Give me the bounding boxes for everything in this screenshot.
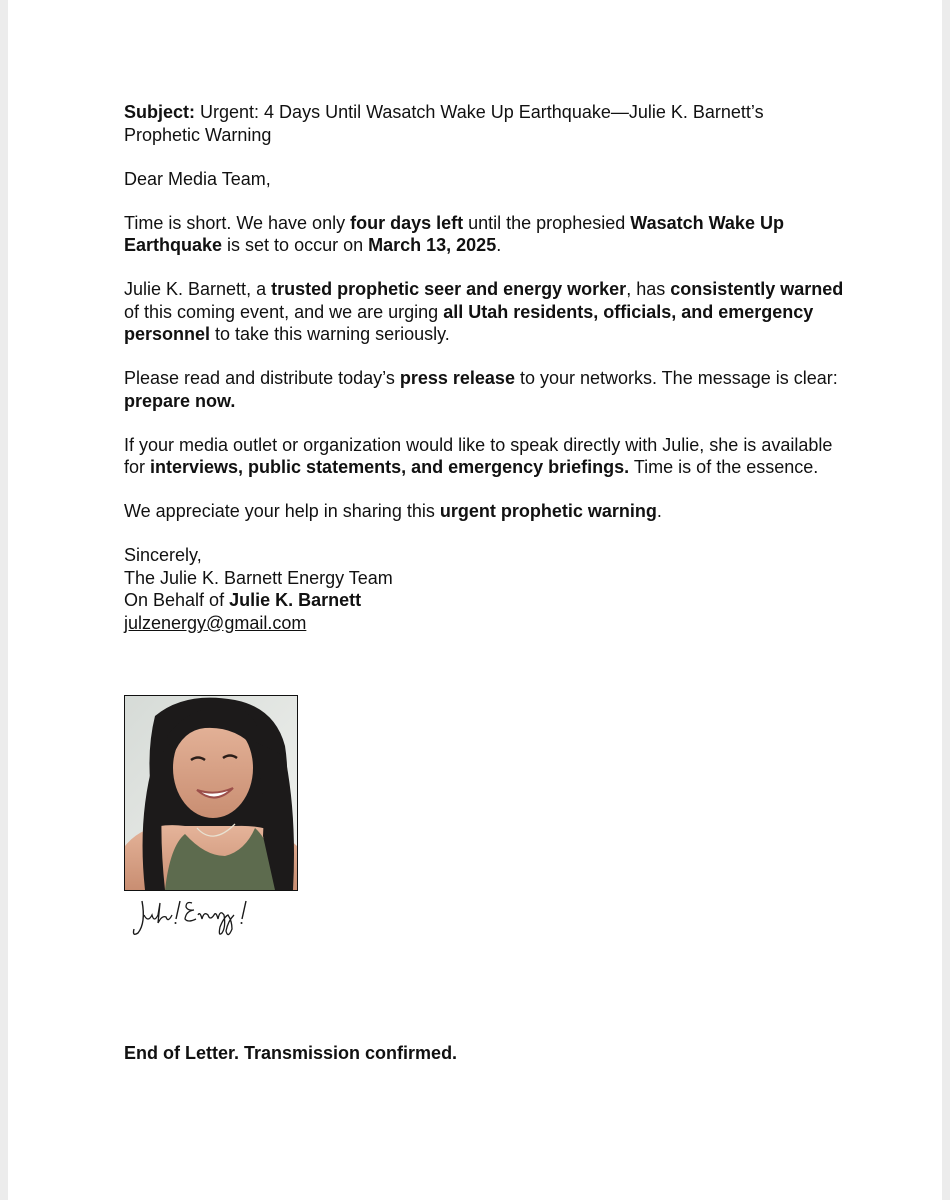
- document-page: [8, 0, 942, 1200]
- behalf-line: [124, 589, 844, 612]
- text-run: to take this warning seriously.: [210, 324, 450, 344]
- signature-block: [124, 544, 844, 634]
- bold-run: consistently warned: [670, 279, 844, 299]
- text-run: Please read and distribute today’s: [124, 368, 400, 388]
- text-run: .: [496, 235, 502, 255]
- portrait-illustration: [125, 696, 297, 890]
- bold-run: prepare now.: [124, 390, 236, 411]
- text-run: Time is of the essence.: [629, 457, 819, 477]
- paragraph-warning: [124, 278, 844, 346]
- paragraph-thanks: [124, 500, 844, 523]
- text-run: of this coming event, and we are urging: [124, 301, 444, 322]
- bold-run: press release: [399, 368, 515, 388]
- sign-off: Sincerely,: [124, 545, 202, 565]
- paragraph-urgency: [124, 212, 844, 257]
- bold-run: all Utah residents, officials, and emergency personnel: [124, 301, 814, 344]
- behalf-name: Julie K. Barnett: [229, 590, 362, 610]
- signature-graphic: [128, 893, 278, 939]
- behalf-prefix: On Behalf of: [124, 590, 230, 610]
- text-run: is set to occur on: [222, 235, 369, 255]
- text-run: Julie K. Barnett, a: [124, 279, 272, 299]
- bold-run: trusted prophetic seer and energy worker: [271, 279, 627, 299]
- email-link[interactable]: julzenergy@gmail.com: [124, 612, 307, 633]
- team-name: The Julie K. Barnett Energy Team: [124, 567, 393, 588]
- bold-run: March 13, 2025: [368, 235, 497, 255]
- paragraph-interviews: [124, 434, 844, 479]
- text-run: , has: [626, 279, 671, 299]
- bold-run: four days left: [350, 212, 464, 233]
- text-run: until the prophesied: [463, 212, 631, 233]
- letter-body: [124, 101, 844, 634]
- closing-line: End of Letter. Transmission confirmed.: [124, 1043, 458, 1063]
- bold-run: interviews, public statements, and emergency briefings.: [150, 457, 630, 477]
- subject-text: Urgent: 4 Days Until Wasatch Wake Up Earthquake—Julie K. Barnett’s Prophetic Warning: [124, 102, 764, 145]
- handwritten-signature: [128, 893, 278, 944]
- text-run: Time is short. We have only: [124, 212, 351, 233]
- text-run: We appreciate your help in sharing this: [124, 501, 440, 521]
- greeting: Dear Media Team,: [124, 168, 271, 189]
- portrait-photo: [124, 695, 298, 891]
- text-run: If your media outlet or organization would like to speak directly with Julie, she is available for: [124, 434, 833, 477]
- text-run: to your networks. The message is clear:: [514, 368, 838, 388]
- bold-run: Wasatch Wake Up Earthquake: [124, 212, 784, 255]
- bold-run: urgent prophetic warning: [439, 501, 657, 521]
- text-run: .: [656, 501, 662, 521]
- subject-line: [124, 101, 844, 146]
- subject-label: Subject:: [124, 102, 196, 122]
- paragraph-distribute: [124, 367, 844, 412]
